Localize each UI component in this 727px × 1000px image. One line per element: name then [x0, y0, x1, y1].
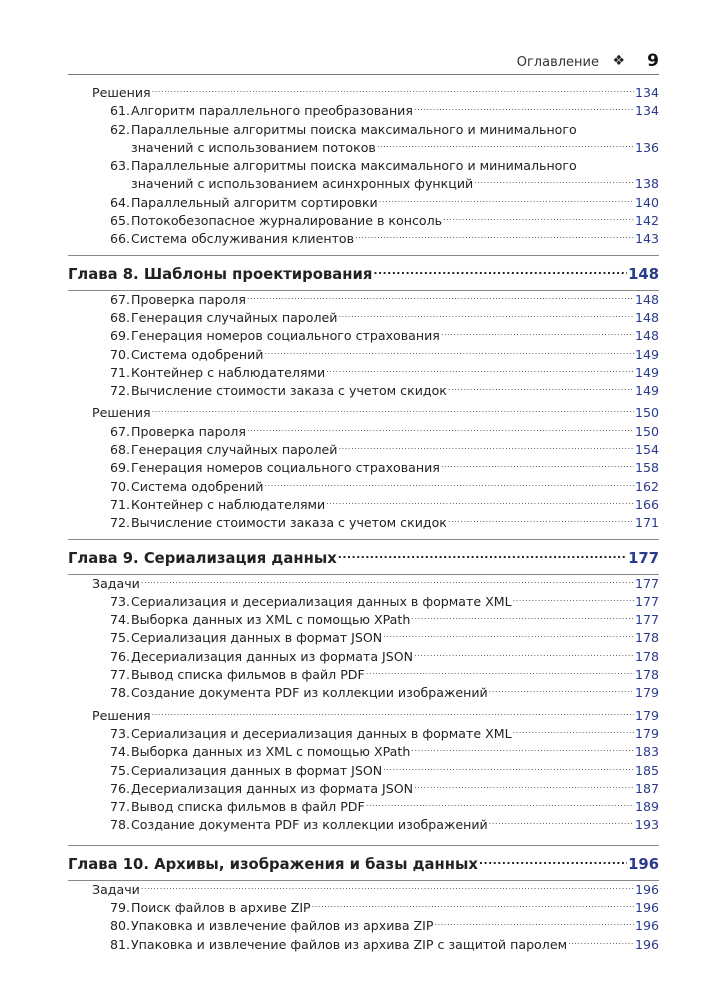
toc-chapter-8[interactable]: Глава 8. Шаблоны проектирования ..... 148 — [68, 262, 659, 288]
toc-entry[interactable]: 79. Поиск файлов в архиве ZIP ..... 196 — [68, 899, 659, 917]
toc-section-tasks[interactable]: Задачи ..... 196 — [68, 881, 659, 899]
toc-entry[interactable]: 72. Вычисление стоимости заказа с учетом скидок ..... 149 — [68, 382, 659, 400]
toc-entry[interactable]: 78. Создание документа PDF из коллекции изображений ..... 179 — [68, 684, 659, 702]
toc-entry[interactable]: 72. Вычисление стоимости заказа с учетом скидок ..... 171 — [68, 514, 659, 532]
toc-entry[interactable]: 78. Создание документа PDF из коллекции изображений ..... 193 — [68, 816, 659, 834]
toc-entry-continuation[interactable]: значений с использованием асинхронных функций ..... 138 — [68, 175, 659, 193]
toc-chapter-9[interactable]: Глава 9. Сериализация данных ..... 177 — [68, 546, 659, 572]
toc-entry[interactable]: 77. Вывод списка фильмов в файл PDF ..... 189 — [68, 798, 659, 816]
chapter-divider — [68, 255, 659, 256]
toc-entry[interactable]: 73. Сериализация и десериализация данных в формате XML ..... 179 — [68, 725, 659, 743]
page-number: 9 — [647, 51, 659, 71]
toc-entry[interactable]: 68. Генерация случайных паролей ..... 154 — [68, 441, 659, 459]
running-title: Оглавление — [516, 55, 599, 70]
toc-entry[interactable]: 77. Вывод списка фильмов в файл PDF ..... 178 — [68, 666, 659, 684]
toc-entry[interactable]: 64. Параллельный алгоритм сортировки ..... 140 — [68, 194, 659, 212]
toc-entry[interactable]: 80. Упаковка и извлечение файлов из архива ZIP ..... 196 — [68, 917, 659, 935]
toc-section-tasks[interactable]: Задачи ..... 177 — [68, 575, 659, 593]
toc-entry[interactable]: 67. Проверка пароля ..... 148 — [68, 291, 659, 309]
toc-entry[interactable]: 75. Сериализация данных в формат JSON ..... 185 — [68, 762, 659, 780]
toc-section-solutions[interactable]: Решения ..... 179 — [68, 707, 659, 725]
toc-entry[interactable]: 69. Генерация номеров социального страхования ..... 148 — [68, 327, 659, 345]
toc-entry[interactable]: 70. Система одобрений ..... 162 — [68, 478, 659, 496]
toc-entry[interactable]: 67. Проверка пароля ..... 150 — [68, 423, 659, 441]
toc-entry[interactable]: 75. Сериализация данных в формат JSON ..... 178 — [68, 629, 659, 647]
toc-chapter-10[interactable]: Глава 10. Архивы, изображения и базы данных ..... 196 — [68, 852, 659, 878]
toc-entry[interactable]: 76. Десериализация данных из формата JSON ..... 178 — [68, 648, 659, 666]
toc-entry[interactable]: 69. Генерация номеров социального страхования ..... 158 — [68, 459, 659, 477]
toc-entry[interactable]: 65. Потокобезопасное журналирование в консоль ..... 142 — [68, 212, 659, 230]
toc-entry[interactable]: 68. Генерация случайных паролей ..... 148 — [68, 309, 659, 327]
toc-entry[interactable]: 70. Система одобрений ..... 149 — [68, 346, 659, 364]
toc-entry[interactable]: 76. Десериализация данных из формата JSON ..... 187 — [68, 780, 659, 798]
toc-entry[interactable]: 74. Выборка данных из XML с помощью XPath ..... 183 — [68, 743, 659, 761]
page-header — [68, 48, 659, 75]
toc-entry[interactable]: 66. Система обслуживания клиентов ..... 143 — [68, 230, 659, 248]
table-of-contents — [68, 84, 659, 954]
toc-entry[interactable]: 61. Алгоритм параллельного преобразования ..... 134 — [68, 102, 659, 120]
toc-section-solutions[interactable]: Решения ..... 150 — [68, 404, 659, 422]
chapter-divider — [68, 539, 659, 540]
toc-section-solutions[interactable]: Решения ..... 134 — [68, 84, 659, 102]
chapter-divider — [68, 845, 659, 846]
toc-entry[interactable]: 81. Упаковка и извлечение файлов из архива ZIP с защитой паролем ..... 196 — [68, 936, 659, 954]
toc-entry[interactable]: 74. Выборка данных из XML с помощью XPath ..... 177 — [68, 611, 659, 629]
toc-entry-continuation[interactable]: значений с использованием потоков ..... 136 — [68, 139, 659, 157]
toc-entry[interactable]: 63. Параллельные алгоритмы поиска максимального и минимального — [110, 158, 577, 174]
ornament-icon: ❖ — [612, 53, 625, 69]
toc-entry[interactable]: 71. Контейнер с наблюдателями ..... 166 — [68, 496, 659, 514]
toc-entry[interactable]: 62. Параллельные алгоритмы поиска максимального и минимального — [110, 121, 577, 137]
toc-entry[interactable]: 73. Сериализация и десериализация данных в формате XML ..... 177 — [68, 593, 659, 611]
toc-entry[interactable]: 71. Контейнер с наблюдателями ..... 149 — [68, 364, 659, 382]
